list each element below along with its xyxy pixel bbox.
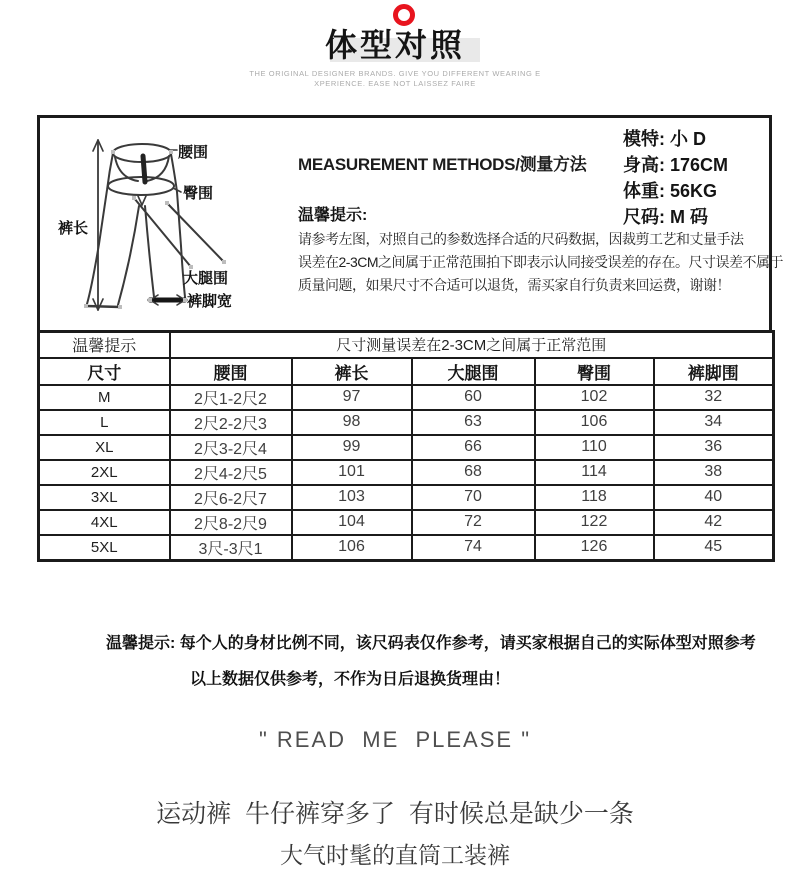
size-value-cell: 70 — [412, 485, 535, 510]
size-value-cell: 42 — [654, 510, 774, 535]
table-notice-label: 温馨提示 — [39, 332, 170, 358]
size-table-body — [39, 385, 774, 561]
size-value-cell: 122 — [535, 510, 654, 535]
size-label-cell: 2XL — [39, 460, 170, 485]
size-table — [37, 330, 775, 562]
size-value-cell: 72 — [412, 510, 535, 535]
model-info — [623, 126, 728, 230]
diagram-label-length: 裤长 — [58, 220, 89, 237]
size-row — [39, 460, 774, 485]
size-value-cell: 74 — [412, 535, 535, 561]
size-value-cell: 118 — [535, 485, 654, 510]
size-value-cell: 2尺6-2尺7 — [170, 485, 292, 510]
size-value-cell: 36 — [654, 435, 774, 460]
measurement-heading: MEASUREMENT METHODS/测量方法 — [298, 155, 587, 174]
size-value-cell: 3尺-3尺1 — [170, 535, 292, 561]
size-value-cell: 103 — [292, 485, 412, 510]
tips-paragraph — [298, 228, 784, 297]
col-header-hip: 臀围 — [535, 358, 654, 385]
size-value-cell: 2尺4-2尺5 — [170, 460, 292, 485]
model-weight: 体重: 56KG — [623, 181, 718, 201]
size-value-cell: 63 — [412, 410, 535, 435]
footer-notice-line1: 温馨提示: 每个人的身材比例不同，该尺码表仅作参考，请买家根据自己的实际体型对照参考 — [106, 635, 756, 652]
size-value-cell: 101 — [292, 460, 412, 485]
col-header-length: 裤长 — [292, 358, 412, 385]
size-row — [39, 535, 774, 561]
col-header-size: 尺寸 — [39, 358, 170, 385]
col-header-waist: 腰围 — [170, 358, 292, 385]
model-height: 身高: 176CM — [623, 155, 729, 175]
size-value-cell: 68 — [412, 460, 535, 485]
footer-notice — [106, 631, 756, 693]
size-value-cell: 60 — [412, 385, 535, 410]
tips-line-2: 误差在2-3CM之间属于正常范围拍下即表示认同接受误差的存在。尺寸误差不属于 — [298, 254, 784, 270]
tips-line-3: 质量问题，如果尺寸不合适可以退货，需买家自行负责来回运费，谢谢！ — [298, 277, 730, 293]
brand-tagline-line2: XPERIENCE. EASE NOT LAISSEZ FAIRE — [314, 79, 476, 88]
product-slogan-line1: 运动裤 牛仔裤穿多了 有时候总是缺少一条 — [156, 800, 634, 828]
table-notice-text: 尺寸测量误差在2-3CM之间属于正常范围 — [170, 332, 774, 358]
size-row — [39, 385, 774, 410]
model-size: 尺码: M 码 — [623, 207, 708, 227]
size-label-cell: L — [39, 410, 170, 435]
size-value-cell: 66 — [412, 435, 535, 460]
product-slogan-line2: 大气时髦的直筒工装裤 — [280, 842, 510, 868]
read-me-slogan: " READ ME PLEASE " — [258, 727, 532, 752]
size-value-cell: 104 — [292, 510, 412, 535]
size-value-cell: 99 — [292, 435, 412, 460]
model-name: 模特: 小 D — [623, 129, 706, 149]
size-value-cell: 106 — [292, 535, 412, 561]
size-label-cell: 3XL — [39, 485, 170, 510]
page-title: 体型对照 — [324, 27, 465, 63]
diagram-label-leg-opening: 裤脚宽 — [187, 293, 233, 310]
size-value-cell: 2尺2-2尺3 — [170, 410, 292, 435]
size-value-cell: 110 — [535, 435, 654, 460]
tips-line-1: 请参考左图，对照自己的参数选择合适的尺码数据，因裁剪工艺和丈量手法 — [298, 231, 744, 247]
table-notice-row — [39, 332, 774, 358]
tips-title: 温馨提示: — [298, 207, 368, 224]
size-label-cell: M — [39, 385, 170, 410]
size-value-cell: 38 — [654, 460, 774, 485]
diagram-label-waist: 腰围 — [178, 144, 209, 161]
size-value-cell: 114 — [535, 460, 654, 485]
size-value-cell: 32 — [654, 385, 774, 410]
size-value-cell: 2尺8-2尺9 — [170, 510, 292, 535]
table-header-row — [39, 358, 774, 385]
size-value-cell: 102 — [535, 385, 654, 410]
diagram-label-thigh: 大腿围 — [183, 270, 229, 287]
pants-diagram — [46, 126, 296, 330]
size-value-cell: 97 — [292, 385, 412, 410]
size-value-cell: 40 — [654, 485, 774, 510]
diagram-label-hip: 臀围 — [183, 185, 214, 202]
measurement-section — [37, 115, 784, 330]
size-value-cell: 45 — [654, 535, 774, 561]
size-row — [39, 435, 774, 460]
size-value-cell: 2尺1-2尺2 — [170, 385, 292, 410]
size-label-cell: 4XL — [39, 510, 170, 535]
brand-tagline-line1: THE ORIGINAL DESIGNER BRANDS. GIVE YOU DIFFERENT WEARING E — [249, 69, 541, 78]
footer-notice-line2: 以上数据仅供参考，不作为日后退换货理由！ — [190, 671, 511, 688]
size-row — [39, 510, 774, 535]
size-value-cell: 98 — [292, 410, 412, 435]
size-row — [39, 485, 774, 510]
col-header-thigh: 大腿围 — [412, 358, 535, 385]
size-row — [39, 410, 774, 435]
size-value-cell: 2尺3-2尺4 — [170, 435, 292, 460]
size-label-cell: 5XL — [39, 535, 170, 561]
size-value-cell: 106 — [535, 410, 654, 435]
size-label-cell: XL — [39, 435, 170, 460]
brand-tagline — [0, 69, 790, 89]
size-value-cell: 34 — [654, 410, 774, 435]
footer-notice-label: 温馨提示: — [106, 635, 176, 652]
col-header-leg-opening: 裤脚围 — [654, 358, 774, 385]
size-value-cell: 126 — [535, 535, 654, 561]
